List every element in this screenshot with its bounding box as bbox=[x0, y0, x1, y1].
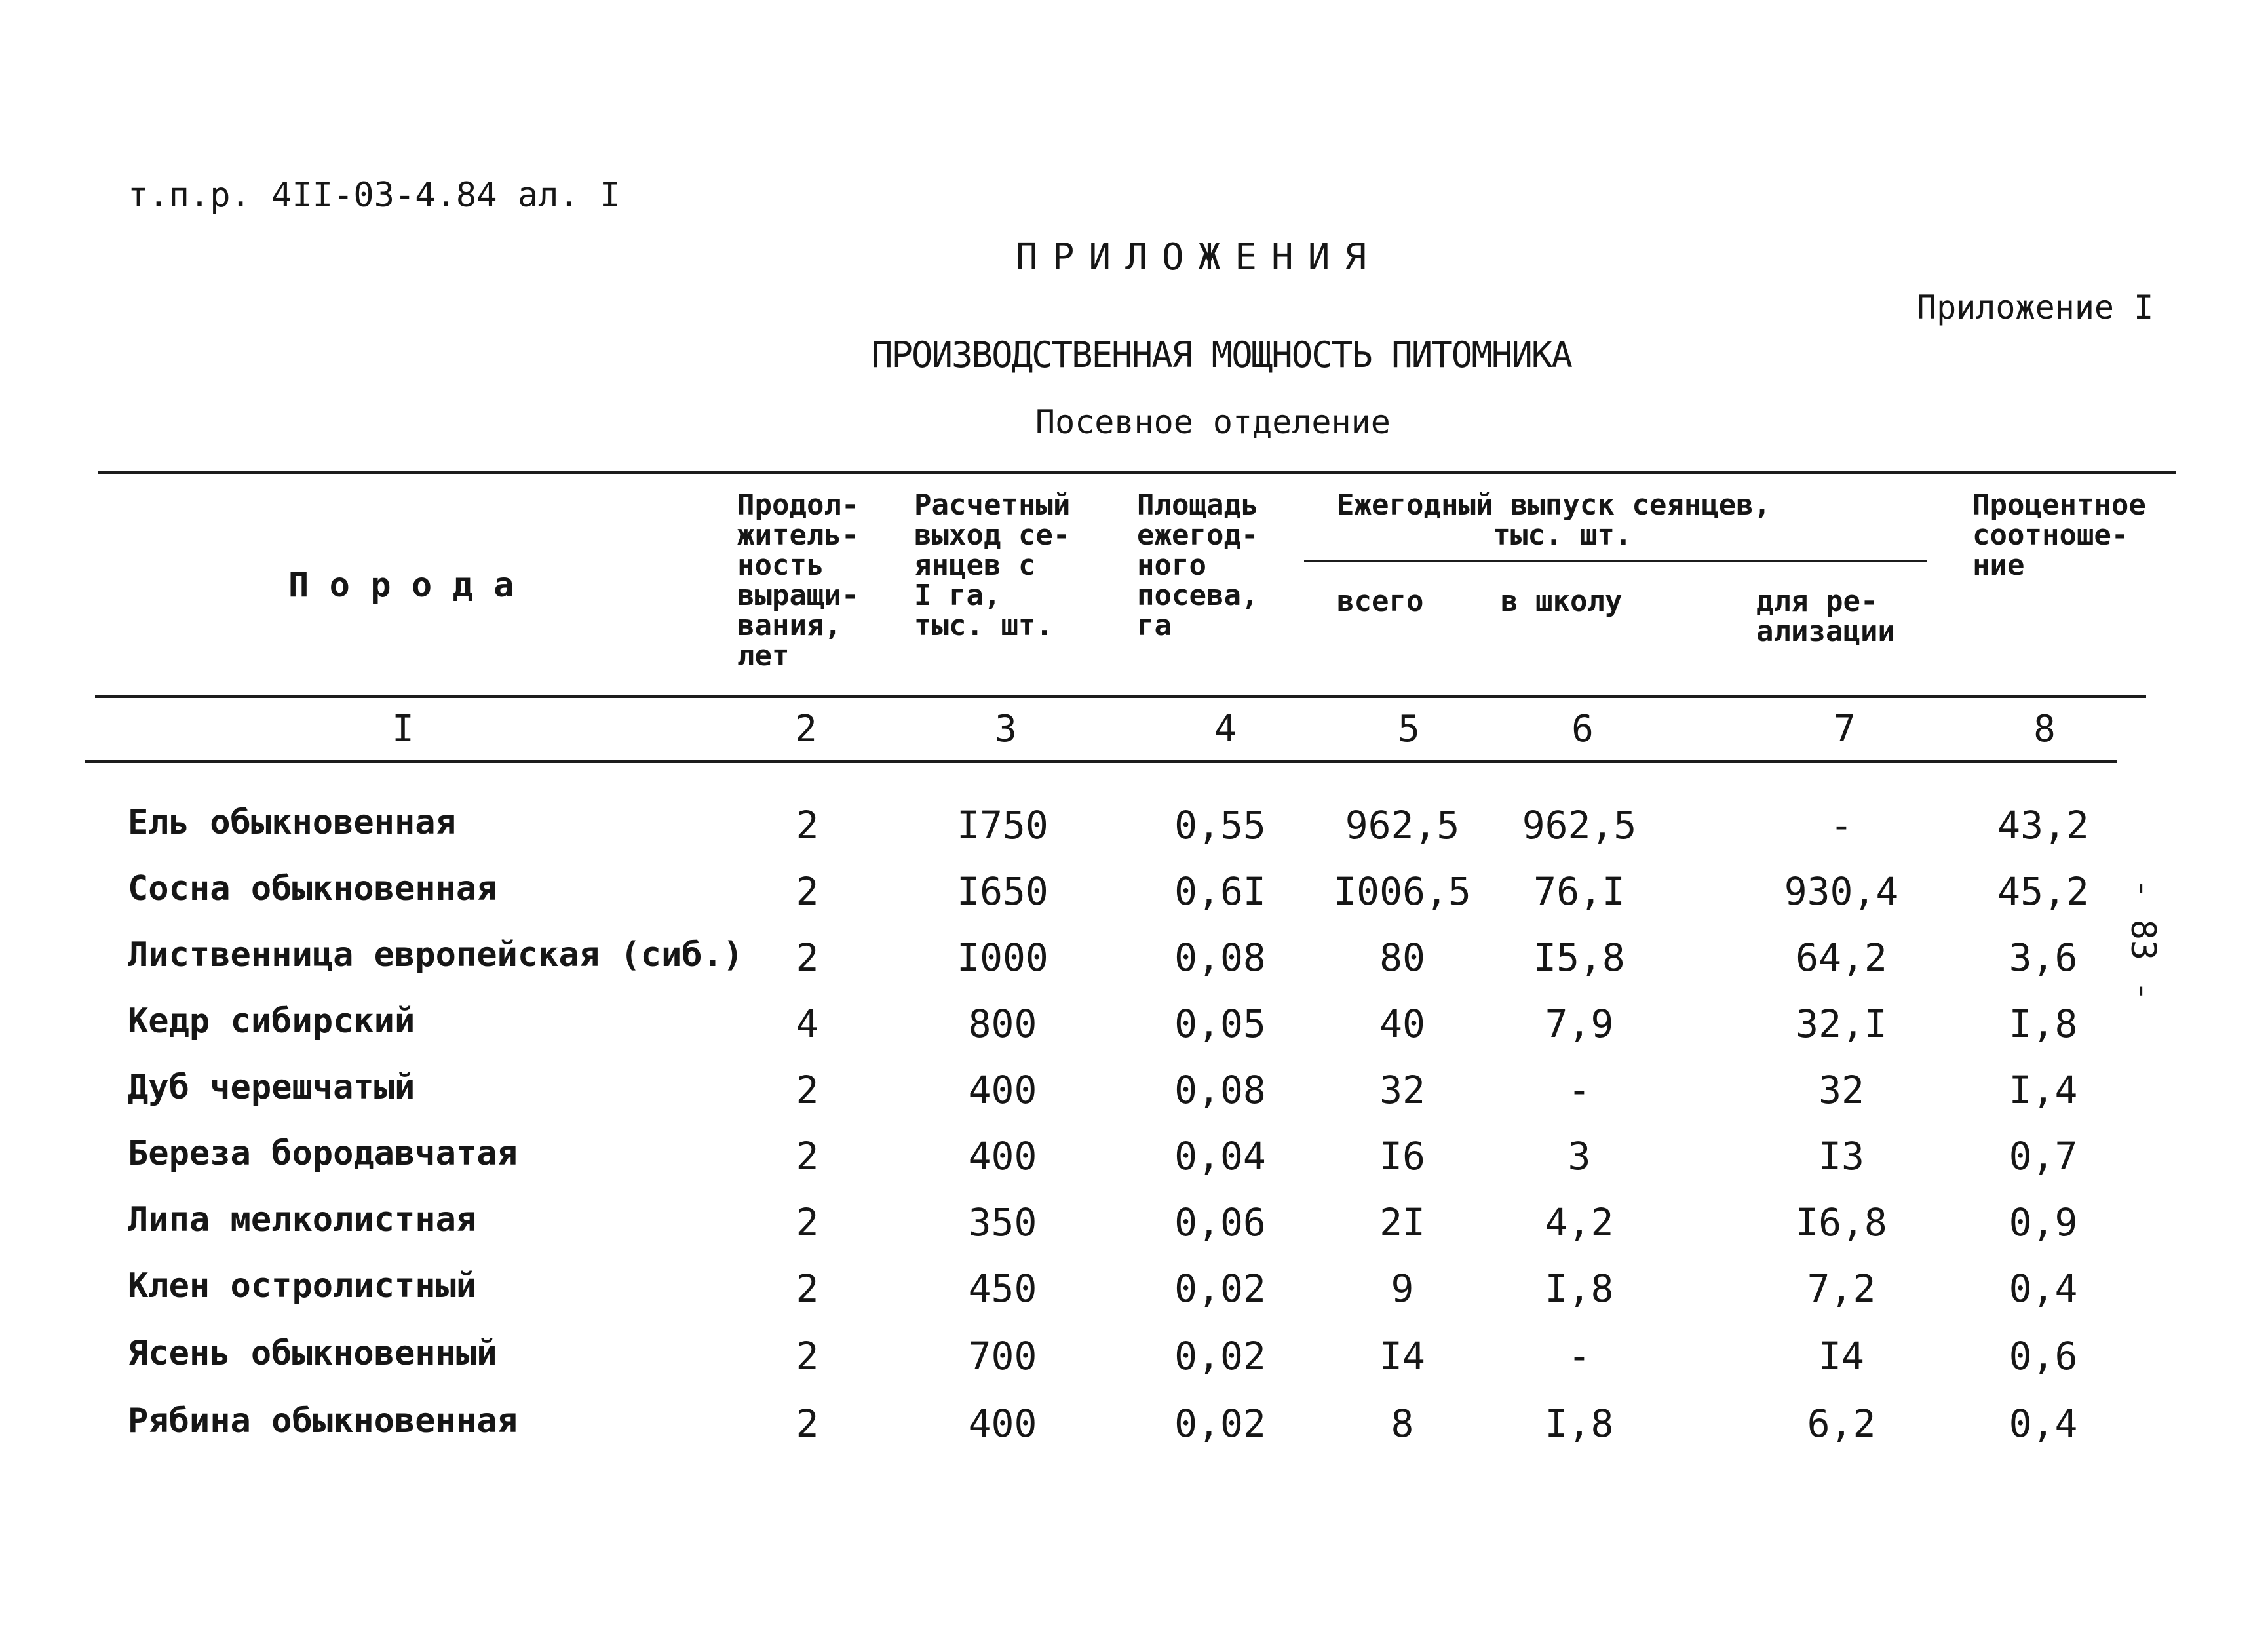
annual-group-rule bbox=[1304, 560, 1927, 562]
header-yield: Расчетный выход се- янцев с I га, тыс. шт. bbox=[914, 488, 1071, 642]
header-area: Площадь ежегод- ного посева, га bbox=[1137, 488, 1259, 642]
cell-species: Лиственница европейская (сиб.) bbox=[128, 935, 744, 975]
cell-duration: 2 bbox=[796, 803, 819, 847]
cell-species: Клен остролистный bbox=[128, 1266, 477, 1306]
header-percent: Процентное соотноше- ние bbox=[1972, 488, 2146, 582]
cell-total: I4 bbox=[1379, 1334, 1425, 1378]
column-number-4: 4 bbox=[1214, 708, 1237, 750]
header-total: всего bbox=[1337, 585, 1424, 618]
column-number-2: 2 bbox=[795, 708, 817, 750]
cell-species: Ясень обыкновенный bbox=[128, 1334, 497, 1373]
cell-area: 0,02 bbox=[1174, 1401, 1266, 1446]
cell-to-school: I,8 bbox=[1545, 1266, 1614, 1311]
cell-total: I006,5 bbox=[1334, 869, 1471, 914]
cell-total: 9 bbox=[1391, 1266, 1414, 1311]
cell-total: 8 bbox=[1391, 1401, 1414, 1446]
cell-yield: I000 bbox=[957, 935, 1048, 980]
cell-for-sale: - bbox=[1830, 803, 1853, 847]
column-number-7: 7 bbox=[1834, 708, 1856, 750]
cell-species: Липа мелколистная bbox=[128, 1200, 477, 1239]
appendix-label: Приложение I bbox=[1917, 288, 2154, 326]
cell-yield: 450 bbox=[968, 1266, 1037, 1311]
cell-percent: I,4 bbox=[2009, 1068, 2078, 1112]
cell-area: 0,08 bbox=[1174, 935, 1266, 980]
main-title: ПРОИЗВОДСТВЕННАЯ МОЩНОСТЬ ПИТОМНИКА bbox=[872, 334, 1571, 376]
section-title: ПРИЛОЖЕНИЯ bbox=[1016, 236, 1381, 279]
cell-duration: 2 bbox=[796, 1134, 819, 1178]
sub-title: Посевное отделение bbox=[1035, 403, 1391, 441]
cell-yield: 700 bbox=[968, 1334, 1037, 1378]
cell-for-sale: 6,2 bbox=[1807, 1401, 1876, 1446]
cell-total: 962,5 bbox=[1345, 803, 1460, 847]
cell-percent: 0,9 bbox=[2009, 1200, 2078, 1245]
column-number-8: 8 bbox=[2033, 708, 2056, 750]
cell-duration: 2 bbox=[796, 1334, 819, 1378]
cell-yield: I650 bbox=[957, 869, 1048, 914]
cell-duration: 2 bbox=[796, 1200, 819, 1245]
cell-area: 0,08 bbox=[1174, 1068, 1266, 1112]
table-top-rule bbox=[98, 471, 2176, 474]
cell-to-school: - bbox=[1567, 1068, 1591, 1112]
cell-yield: 400 bbox=[968, 1068, 1037, 1112]
page-number: - 83 - bbox=[2123, 878, 2162, 1002]
cell-for-sale: 32,I bbox=[1796, 1002, 1887, 1046]
cell-for-sale: 930,4 bbox=[1784, 869, 1899, 914]
cell-total: 40 bbox=[1379, 1002, 1425, 1046]
cell-for-sale: 64,2 bbox=[1796, 935, 1887, 980]
header-duration: Продол- житель- ность выращи- вания, лет bbox=[737, 488, 859, 672]
document-code: т.п.р. 4II-03-4.84 ал. I bbox=[128, 176, 621, 215]
header-to-school: в школу bbox=[1501, 585, 1623, 618]
cell-duration: 2 bbox=[796, 1401, 819, 1446]
cell-percent: I,8 bbox=[2009, 1002, 2078, 1046]
cell-for-sale: 32 bbox=[1818, 1068, 1864, 1112]
cell-percent: 45,2 bbox=[1997, 869, 2089, 914]
cell-percent: 0,4 bbox=[2009, 1266, 2078, 1311]
cell-percent: 0,4 bbox=[2009, 1401, 2078, 1446]
cell-area: 0,02 bbox=[1174, 1334, 1266, 1378]
column-number-3: 3 bbox=[995, 708, 1017, 750]
column-number-5: 5 bbox=[1398, 708, 1420, 750]
cell-duration: 4 bbox=[796, 1002, 819, 1046]
cell-percent: 43,2 bbox=[1997, 803, 2089, 847]
cell-species: Кедр сибирский bbox=[128, 1002, 415, 1041]
cell-to-school: I5,8 bbox=[1533, 935, 1625, 980]
cell-area: 0,02 bbox=[1174, 1266, 1266, 1311]
cell-percent: 0,7 bbox=[2009, 1134, 2078, 1178]
cell-duration: 2 bbox=[796, 1266, 819, 1311]
column-number-1: I bbox=[392, 708, 414, 750]
cell-to-school: 962,5 bbox=[1522, 803, 1637, 847]
header-for-sale: для ре- ализации bbox=[1756, 585, 1895, 648]
cell-yield: 800 bbox=[968, 1002, 1037, 1046]
header-annual-group: Ежегодный выпуск сеянцев, тыс. шт. bbox=[1337, 488, 1771, 552]
cell-total: 80 bbox=[1379, 935, 1425, 980]
cell-duration: 2 bbox=[796, 1068, 819, 1112]
cell-area: 0,55 bbox=[1174, 803, 1266, 847]
cell-to-school: - bbox=[1567, 1334, 1591, 1378]
cell-for-sale: I6,8 bbox=[1796, 1200, 1887, 1245]
cell-area: 0,6I bbox=[1174, 869, 1266, 914]
cell-yield: 350 bbox=[968, 1200, 1037, 1245]
cell-duration: 2 bbox=[796, 869, 819, 914]
cell-yield: 400 bbox=[968, 1401, 1037, 1446]
cell-area: 0,05 bbox=[1174, 1002, 1266, 1046]
cell-species: Дуб черешчатый bbox=[128, 1068, 415, 1107]
cell-species: Сосна обыкновенная bbox=[128, 869, 497, 908]
cell-to-school: I,8 bbox=[1545, 1401, 1614, 1446]
cell-yield: 400 bbox=[968, 1134, 1037, 1178]
cell-percent: 0,6 bbox=[2009, 1334, 2078, 1378]
cell-to-school: 3 bbox=[1567, 1134, 1591, 1178]
cell-total: 32 bbox=[1379, 1068, 1425, 1112]
cell-species: Береза бородавчатая bbox=[128, 1134, 518, 1173]
column-numbers-rule bbox=[85, 760, 2117, 763]
cell-area: 0,04 bbox=[1174, 1134, 1266, 1178]
cell-for-sale: I3 bbox=[1818, 1134, 1864, 1178]
cell-area: 0,06 bbox=[1174, 1200, 1266, 1245]
cell-duration: 2 bbox=[796, 935, 819, 980]
cell-total: 2I bbox=[1379, 1200, 1425, 1245]
cell-total: I6 bbox=[1379, 1134, 1425, 1178]
header-species: П о р о д а bbox=[288, 566, 514, 605]
cell-for-sale: 7,2 bbox=[1807, 1266, 1876, 1311]
cell-for-sale: I4 bbox=[1818, 1334, 1864, 1378]
cell-species: Рябина обыкновенная bbox=[128, 1401, 518, 1441]
column-number-6: 6 bbox=[1571, 708, 1594, 750]
cell-to-school: 7,9 bbox=[1545, 1002, 1614, 1046]
cell-yield: I750 bbox=[957, 803, 1048, 847]
cell-to-school: 76,I bbox=[1533, 869, 1625, 914]
cell-percent: 3,6 bbox=[2009, 935, 2078, 980]
cell-to-school: 4,2 bbox=[1545, 1200, 1614, 1245]
cell-species: Ель обыкновенная bbox=[128, 803, 456, 842]
header-bottom-rule bbox=[95, 695, 2146, 698]
